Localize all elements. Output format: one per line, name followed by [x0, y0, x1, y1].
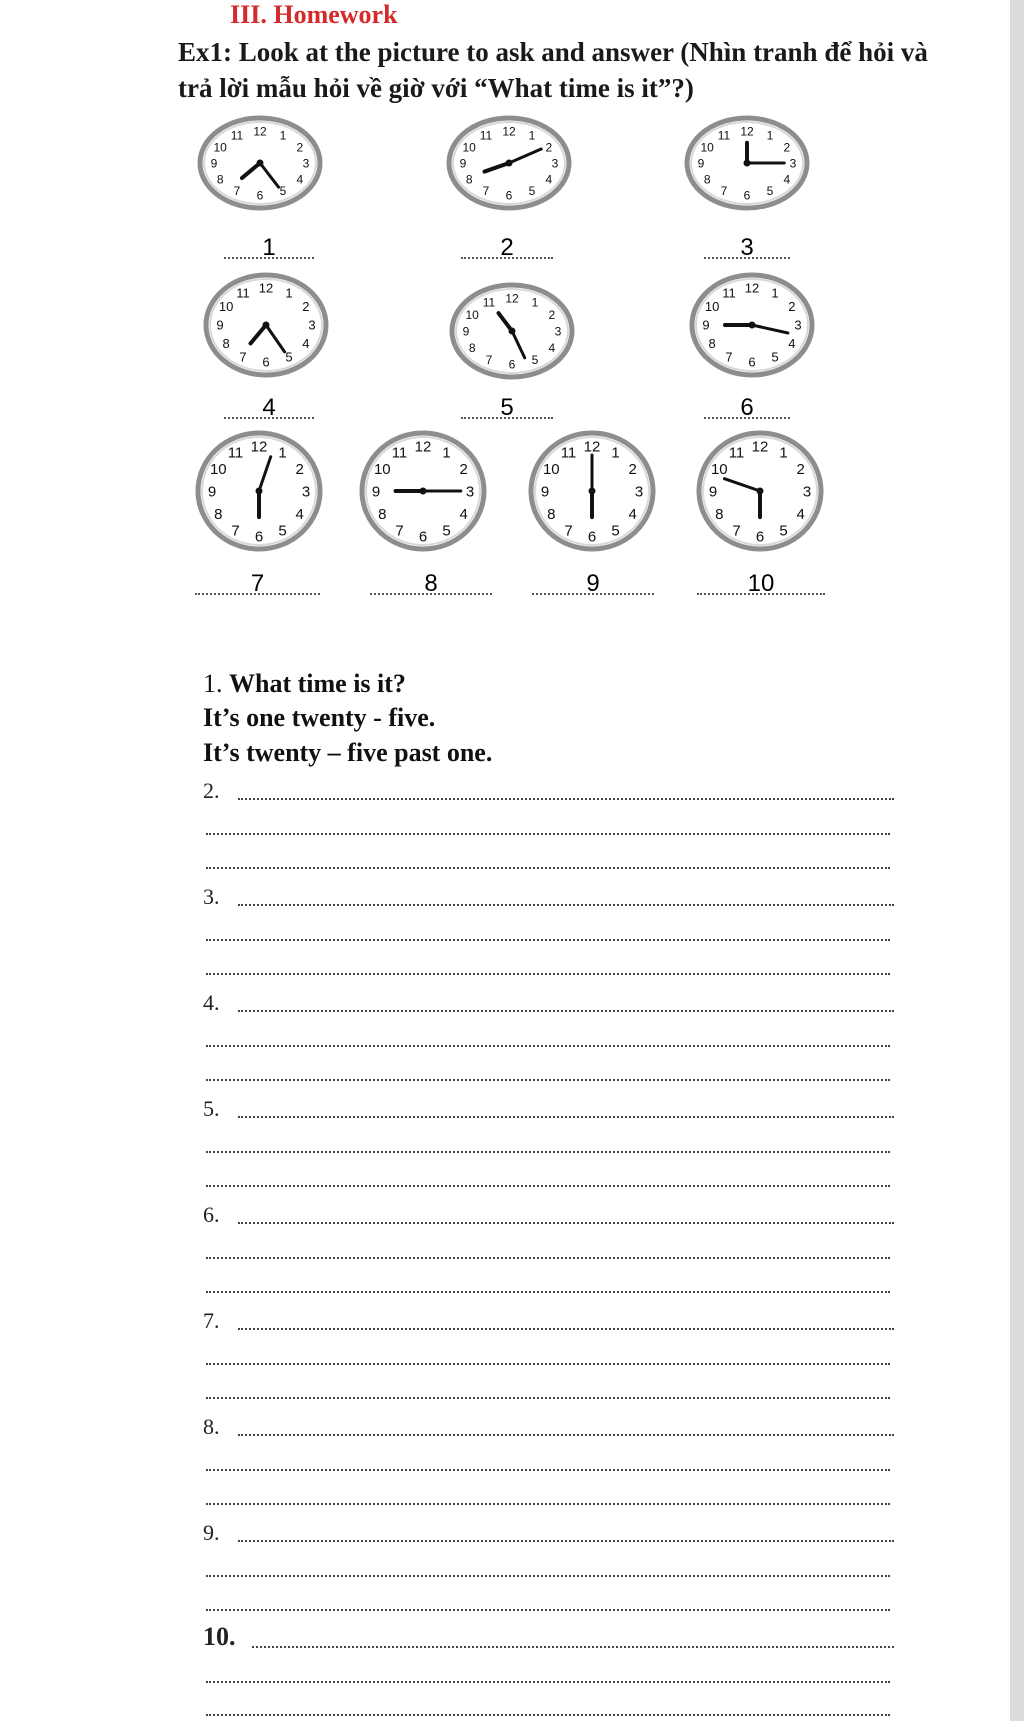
- clock-numeral: 11: [560, 444, 577, 462]
- clock-numeral: 7: [239, 349, 247, 365]
- clock-8: [358, 429, 488, 553]
- answer-line[interactable]: [206, 1257, 890, 1259]
- clock-numeral: 1: [771, 285, 779, 301]
- answer-line[interactable]: [206, 1397, 890, 1399]
- clock-numeral: 9: [697, 156, 705, 171]
- clock-numeral: 7: [485, 352, 493, 367]
- clock-numeral: 8: [222, 336, 230, 352]
- clock-numeral: 10: [209, 460, 227, 478]
- answer-number: 2.: [203, 778, 220, 803]
- clock-label: 6: [704, 396, 790, 420]
- answer-line[interactable]: [206, 833, 890, 835]
- clock-numeral: 12: [505, 291, 519, 306]
- clock-numeral: 1: [528, 128, 536, 143]
- clock-numeral: 12: [258, 280, 274, 296]
- clock-numeral: 3: [794, 317, 802, 333]
- clock-numeral: 4: [548, 340, 556, 355]
- answer-line[interactable]: [238, 798, 894, 800]
- clock-7: [194, 429, 324, 553]
- clock-numeral: 2: [302, 299, 310, 315]
- clock-numeral: 1: [531, 295, 539, 310]
- answer-line[interactable]: [238, 1222, 894, 1224]
- clock-numeral: 12: [414, 438, 432, 456]
- clock-numeral: 1: [442, 444, 451, 462]
- clock-label: 2: [461, 236, 553, 260]
- clock-numeral: 12: [250, 438, 268, 456]
- clock-numeral: 10: [462, 140, 476, 155]
- clock-numeral: 2: [296, 140, 304, 155]
- clock-numeral: 1: [285, 285, 293, 301]
- clock-1: [196, 114, 324, 212]
- right-edge-strip: [1010, 0, 1024, 1721]
- clock-numeral: 10: [373, 460, 391, 478]
- clock-numeral: 5: [779, 522, 788, 540]
- clock-numeral: 5: [531, 352, 539, 367]
- clock-numeral: 4: [296, 172, 304, 187]
- clock-numeral: 3: [551, 156, 559, 171]
- clock-numeral: 8: [214, 505, 223, 523]
- clock-numeral: 3: [308, 317, 316, 333]
- clock-numeral: 2: [796, 460, 805, 478]
- clock-numeral: 1: [279, 128, 287, 143]
- clock-numeral: 9: [462, 324, 470, 339]
- clock-label: 3: [704, 236, 790, 260]
- clock-9: [527, 429, 657, 553]
- clock-numeral: 9: [207, 483, 217, 501]
- answer-line[interactable]: [238, 1328, 894, 1330]
- clock-numeral: 9: [702, 317, 710, 333]
- clock-numeral: 1: [779, 444, 788, 462]
- clock-numeral: 11: [236, 285, 250, 301]
- clock-numeral: 9: [540, 483, 550, 501]
- clock-numeral: 1: [766, 128, 774, 143]
- answer-number: 9.: [203, 1520, 220, 1545]
- clock-numeral: 6: [256, 188, 264, 203]
- section-title: III. Homework: [230, 0, 398, 29]
- clock-label: 5: [461, 396, 553, 420]
- clock-numeral: 4: [295, 505, 304, 523]
- clock-numeral: 2: [548, 307, 556, 322]
- clock-numeral: 4: [628, 505, 637, 523]
- clock-numeral: 2: [783, 140, 791, 155]
- answer-line[interactable]: [238, 1116, 894, 1118]
- answer-line[interactable]: [206, 1291, 890, 1293]
- answer-line[interactable]: [206, 973, 890, 975]
- clock-numeral: 7: [233, 184, 241, 199]
- answer-number: 4.: [203, 990, 220, 1015]
- answer-line[interactable]: [206, 1045, 890, 1047]
- clock-numeral: 1: [611, 444, 620, 462]
- clock-numeral: 12: [740, 124, 754, 139]
- clock-numeral: 6: [505, 188, 513, 203]
- clock-label: 7: [195, 572, 320, 596]
- clock-numeral: 12: [502, 124, 516, 139]
- clock-label: 1: [224, 236, 314, 260]
- answer-line[interactable]: [206, 1185, 890, 1187]
- clock-numeral: 7: [395, 522, 404, 540]
- clock-numeral: 5: [766, 184, 774, 199]
- clock-numeral: 5: [285, 349, 293, 365]
- clock-numeral: 6: [755, 528, 765, 546]
- clock-numeral: 5: [611, 522, 620, 540]
- clock-numeral: 10: [700, 140, 714, 155]
- answer-line[interactable]: [206, 867, 890, 869]
- clock-numeral: 5: [278, 522, 287, 540]
- clock-6: [688, 271, 816, 379]
- clock-numeral: 7: [720, 184, 728, 199]
- clock-numeral: 11: [717, 128, 731, 143]
- answer-line[interactable]: [206, 939, 890, 941]
- clock-numeral: 6: [254, 528, 264, 546]
- answer-line[interactable]: [206, 1151, 890, 1153]
- clock-numeral: 4: [788, 336, 796, 352]
- clock-numeral: 12: [744, 280, 760, 296]
- clock-numeral: 8: [216, 172, 224, 187]
- clock-numeral: 5: [771, 349, 779, 365]
- clock-numeral: 10: [542, 460, 560, 478]
- answer-line[interactable]: [206, 1079, 890, 1081]
- clock-numeral: 3: [301, 483, 311, 501]
- clock-numeral: 6: [748, 354, 756, 370]
- clock-numeral: 6: [418, 528, 428, 546]
- clock-numeral: 10: [465, 307, 479, 322]
- clock-center: [589, 488, 596, 495]
- answer-line[interactable]: [252, 1646, 894, 1648]
- clock-numeral: 2: [628, 460, 637, 478]
- clock-numeral: 8: [715, 505, 724, 523]
- answer-line[interactable]: [238, 1434, 894, 1436]
- clock-label: 4: [224, 396, 314, 420]
- clock-numeral: 8: [378, 505, 387, 523]
- clock-numeral: 12: [751, 438, 769, 456]
- clock-numeral: 6: [743, 188, 751, 203]
- clock-numeral: 3: [554, 324, 562, 339]
- clock-label: 9: [532, 572, 654, 596]
- answer-line[interactable]: [206, 1681, 890, 1683]
- answer-number: 5.: [203, 1096, 220, 1121]
- clock-numeral: 11: [479, 128, 493, 143]
- clock-numeral: 11: [482, 295, 496, 310]
- clock-numeral: 9: [459, 156, 467, 171]
- clock-numeral: 3: [465, 483, 475, 501]
- clock-numeral: 12: [253, 124, 267, 139]
- answer-number: 10.: [203, 1622, 236, 1651]
- example-answer-1: It’s one twenty - five.: [203, 703, 436, 732]
- clock-numeral: 2: [295, 460, 304, 478]
- clock-numeral: 3: [302, 156, 310, 171]
- clock-numeral: 6: [262, 354, 270, 370]
- clock-numeral: 9: [216, 317, 224, 333]
- answer-line[interactable]: [206, 1363, 890, 1365]
- clock-center: [757, 488, 764, 495]
- answer-line[interactable]: [238, 904, 894, 906]
- clock-numeral: 11: [227, 444, 244, 462]
- clock-numeral: 4: [783, 172, 791, 187]
- clock-numeral: 7: [725, 349, 733, 365]
- clock-numeral: 8: [547, 505, 556, 523]
- clock-numeral: 6: [587, 528, 597, 546]
- clock-numeral: 5: [528, 184, 536, 199]
- answer-line[interactable]: [206, 1469, 890, 1471]
- exercise-title: Ex1: Look at the picture to ask and answer (Nhìn tranh để hỏi và trả lời mẫu hỏi về giờ với “What time is it”?): [178, 37, 928, 103]
- clock-numeral: 11: [230, 128, 244, 143]
- clock-numeral: 11: [391, 444, 408, 462]
- clock-center: [506, 160, 513, 167]
- clock-numeral: 7: [482, 184, 490, 199]
- clock-numeral: 5: [279, 184, 287, 199]
- clock-10: [695, 429, 825, 553]
- clock-center: [263, 322, 270, 329]
- clock-5: [448, 281, 576, 381]
- clock-numeral: 3: [789, 156, 797, 171]
- clock-center: [744, 160, 751, 167]
- clock-center: [509, 328, 516, 335]
- clock-numeral: 8: [703, 172, 711, 187]
- answer-number: 8.: [203, 1414, 220, 1439]
- answer-line[interactable]: [238, 1010, 894, 1012]
- clock-numeral: 9: [708, 483, 718, 501]
- clock-numeral: 9: [210, 156, 218, 171]
- clock-numeral: 2: [545, 140, 553, 155]
- clock-numeral: 10: [710, 460, 728, 478]
- clock-numeral: 3: [634, 483, 644, 501]
- clock-numeral: 5: [442, 522, 451, 540]
- answer-line[interactable]: [238, 1540, 894, 1542]
- answer-line[interactable]: [206, 1714, 890, 1716]
- answer-number: 3.: [203, 884, 220, 909]
- clock-numeral: 3: [802, 483, 812, 501]
- answer-line[interactable]: [206, 1503, 890, 1505]
- clock-numeral: 4: [545, 172, 553, 187]
- clock-numeral: 7: [231, 522, 240, 540]
- example-question: 1. What time is it?: [203, 669, 406, 698]
- answer-number: 6.: [203, 1202, 220, 1227]
- clock-label: 10: [697, 572, 825, 596]
- clock-numeral: 2: [459, 460, 468, 478]
- clock-numeral: 8: [708, 336, 716, 352]
- clock-2: [445, 114, 573, 212]
- clock-center: [256, 488, 263, 495]
- clock-numeral: 10: [704, 299, 720, 315]
- clock-center: [420, 488, 427, 495]
- clock-center: [749, 322, 756, 329]
- clock-numeral: 7: [564, 522, 573, 540]
- clock-numeral: 4: [302, 336, 310, 352]
- answer-number: 7.: [203, 1308, 220, 1333]
- clock-numeral: 12: [583, 438, 601, 456]
- clock-label: 8: [370, 572, 492, 596]
- clock-numeral: 10: [218, 299, 234, 315]
- answer-line[interactable]: [206, 1575, 890, 1577]
- clock-numeral: 7: [732, 522, 741, 540]
- clock-3: [683, 114, 811, 212]
- clock-numeral: 11: [728, 444, 745, 462]
- answer-line[interactable]: [206, 1609, 890, 1611]
- clock-numeral: 9: [371, 483, 381, 501]
- clock-numeral: 1: [278, 444, 287, 462]
- clock-numeral: 10: [213, 140, 227, 155]
- clock-center: [257, 160, 264, 167]
- clock-numeral: 11: [722, 285, 736, 301]
- clock-numeral: 8: [468, 340, 476, 355]
- clock-numeral: 2: [788, 299, 796, 315]
- clock-numeral: 8: [465, 172, 473, 187]
- clock-numeral: 4: [796, 505, 805, 523]
- clock-numeral: 6: [508, 357, 516, 372]
- clock-numeral: 4: [459, 505, 468, 523]
- example-answer-2: It’s twenty – five past one.: [203, 738, 493, 767]
- clock-4: [202, 271, 330, 379]
